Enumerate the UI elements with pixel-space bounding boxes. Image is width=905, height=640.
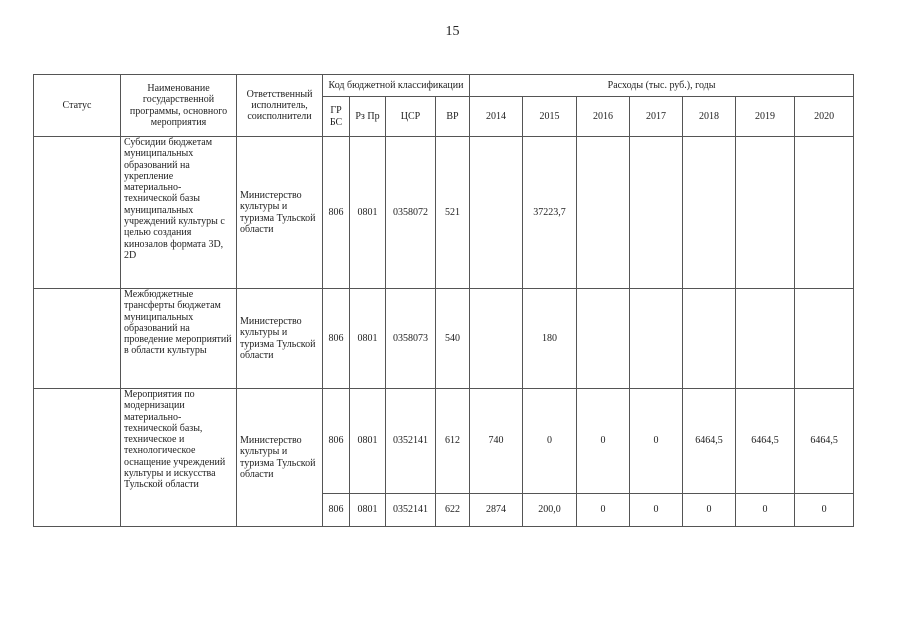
cell-value-2015: 200,0	[523, 494, 577, 527]
cell-grbs: 806	[323, 389, 350, 494]
cell-csr: 0352141	[386, 494, 436, 527]
page-number: 15	[445, 24, 460, 39]
header-executor: Ответственный исполнитель, соисполнители	[237, 75, 323, 137]
cell-value-2020	[795, 137, 854, 289]
cell-value-2014: 2874	[470, 494, 523, 527]
header-grbs: ГР БС	[323, 97, 350, 137]
cell-value-2019: 0	[736, 494, 795, 527]
row-name: Мероприятия по модернизации материально-технической базы, техническое и технологическое оснащение учреждений культуры и искусства Тульской области	[121, 389, 237, 527]
cell-value-2019	[736, 289, 795, 389]
cell-value-2017	[630, 137, 683, 289]
row-name: Субсидии бюджетам муниципальных образований на укрепление материально-технической базы муниципальных учреждений культуры с целью создания кинозалов формата 3D, 2D	[121, 137, 237, 289]
cell-vr: 521	[436, 137, 470, 289]
header-year-2016: 2016	[577, 97, 630, 137]
cell-value-2016: 0	[577, 389, 630, 494]
header-year-2019: 2019	[736, 97, 795, 137]
row-name: Межбюджетные трансферты бюджетам муниципальных образований на проведение мероприятий в области культуры	[121, 289, 237, 389]
cell-value-2018	[683, 289, 736, 389]
header-year-2014: 2014	[470, 97, 523, 137]
cell-value-2018: 0	[683, 494, 736, 527]
header-expenses-group: Расходы (тыс. руб.), годы	[470, 75, 854, 97]
cell-csr: 0358073	[386, 289, 436, 389]
cell-grbs: 806	[323, 137, 350, 289]
table-row	[34, 389, 854, 494]
cell-csr: 0358072	[386, 137, 436, 289]
cell-value-2015: 180	[523, 289, 577, 389]
cell-value-2016	[577, 289, 630, 389]
header-status: Статус	[34, 75, 121, 137]
table-row	[34, 289, 854, 389]
cell-rzpr: 0801	[350, 137, 386, 289]
cell-value-2020: 0	[795, 494, 854, 527]
header-rzpr: Рз Пр	[350, 97, 386, 137]
cell-value-2017: 0	[630, 389, 683, 494]
cell-value-2017: 0	[630, 494, 683, 527]
row-status	[34, 289, 121, 389]
cell-value-2014	[470, 137, 523, 289]
header-year-2017: 2017	[630, 97, 683, 137]
cell-rzpr: 0801	[350, 289, 386, 389]
header-year-2018: 2018	[683, 97, 736, 137]
header-csr: ЦСР	[386, 97, 436, 137]
row-status	[34, 389, 121, 527]
cell-value-2016	[577, 137, 630, 289]
cell-vr: 540	[436, 289, 470, 389]
cell-vr: 622	[436, 494, 470, 527]
cell-value-2019	[736, 137, 795, 289]
cell-grbs: 806	[323, 494, 350, 527]
row-executor: Министерство культуры и туризма Тульской области	[237, 137, 323, 289]
header-year-2015: 2015	[523, 97, 577, 137]
cell-value-2016: 0	[577, 494, 630, 527]
header-code-group: Код бюджетной классификации	[323, 75, 470, 97]
cell-rzpr: 0801	[350, 389, 386, 494]
header-year-2020: 2020	[795, 97, 854, 137]
cell-value-2015: 0	[523, 389, 577, 494]
cell-value-2020	[795, 289, 854, 389]
cell-value-2018: 6464,5	[683, 389, 736, 494]
cell-grbs: 806	[323, 289, 350, 389]
row-executor: Министерство культуры и туризма Тульской области	[237, 389, 323, 527]
cell-value-2014: 740	[470, 389, 523, 494]
table-row	[34, 137, 854, 289]
cell-rzpr: 0801	[350, 494, 386, 527]
cell-csr: 0352141	[386, 389, 436, 494]
header-vr: ВР	[436, 97, 470, 137]
budget-table	[33, 74, 854, 527]
cell-value-2017	[630, 289, 683, 389]
cell-value-2015: 37223,7	[523, 137, 577, 289]
row-status	[34, 137, 121, 289]
header-name: Наименование государственной программы, основного мероприятия	[121, 75, 237, 137]
cell-value-2019: 6464,5	[736, 389, 795, 494]
cell-value-2018	[683, 137, 736, 289]
cell-vr: 612	[436, 389, 470, 494]
row-executor: Министерство культуры и туризма Тульской области	[237, 289, 323, 389]
cell-value-2014	[470, 289, 523, 389]
cell-value-2020: 6464,5	[795, 389, 854, 494]
